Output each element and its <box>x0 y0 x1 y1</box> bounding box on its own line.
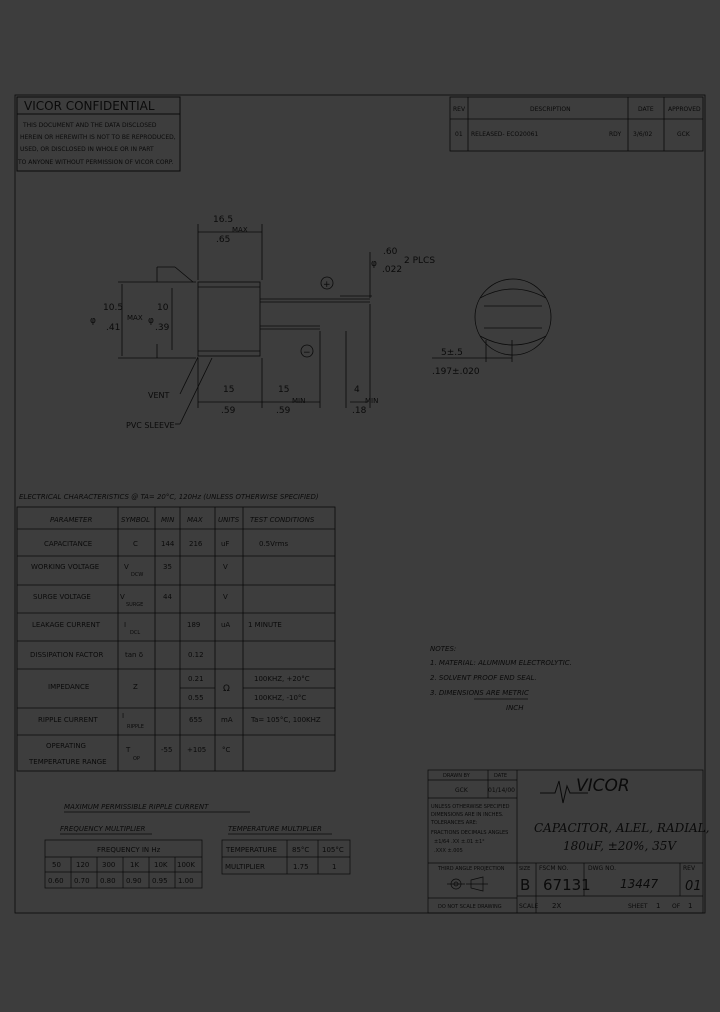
freq-value: 10K <box>154 861 168 869</box>
revision-block <box>450 97 703 151</box>
freq-mult: 0.90 <box>126 877 142 885</box>
company-logo-text: VICOR <box>576 776 630 796</box>
symbol-sub-surge-voltage: SURGE <box>126 602 144 608</box>
units-operating: °C <box>222 746 231 754</box>
ripple-title: MAXIMUM PERMISSIBLE RIPPLE CURRENT <box>64 803 209 811</box>
mult-value: 1.75 <box>293 863 309 871</box>
confidential-line: TO ANYONE WITHOUT PERMISSION OF VICOR CORP. <box>18 159 174 166</box>
note-1: 1. MATERIAL: ALUMINUM ELECTROLYTIC. <box>430 659 572 667</box>
units-leakage-current: uA <box>221 621 231 629</box>
param-dissipation: DISSIPATION FACTOR <box>30 651 104 659</box>
scale-label: SCALE <box>519 903 539 910</box>
col-test-conditions: TEST CONDITIONS <box>250 516 315 524</box>
date-header: DATE <box>638 106 654 113</box>
tolerance-line: FRACTIONS DECIMALS ANGLES <box>431 830 509 836</box>
dim-18: .18 <box>352 406 367 416</box>
dim-plcs: 2 PLCS <box>404 256 436 266</box>
confidential-notice <box>17 97 180 171</box>
param-capacitance: CAPACITANCE <box>44 540 93 548</box>
dim-15a: 15 <box>223 385 235 395</box>
min-operating: -55 <box>161 746 173 754</box>
symbol-impedance: Z <box>133 683 138 691</box>
max-dissipation: 0.12 <box>188 651 204 659</box>
units-impedance: Ω <box>223 684 230 694</box>
symbol-sub-operating: OP <box>133 756 140 762</box>
cond-leakage-current: 1 MINUTE <box>248 621 282 629</box>
max2-impedance: 0.55 <box>188 694 204 702</box>
confidential-line: USED, OR DISCLOSED IN WHOLE OR IN PART <box>20 146 154 153</box>
negative-sign: − <box>303 348 311 358</box>
dim-pitch: 5±.5 <box>441 348 463 358</box>
freq-mult-title: FREQUENCY MULTIPLIER <box>60 825 146 833</box>
cond2-impedance: 100KHZ, -10°C <box>254 694 307 702</box>
dim-max-2: MAX <box>127 314 143 322</box>
note-3: 3. DIMENSIONS ARE METRIC <box>430 689 529 697</box>
by-value: RDY <box>609 131 622 138</box>
dim-dia-inner-inch: .39 <box>155 323 170 333</box>
freq-mult: 1.00 <box>178 877 194 885</box>
dim-dia-inner: 10 <box>157 303 169 313</box>
projection-symbol-icon <box>447 877 488 891</box>
dim-4: 4 <box>354 385 360 395</box>
part-description-1: CAPACITOR, ALEL, RADIAL, <box>534 821 710 835</box>
size-value: B <box>520 876 531 894</box>
max-ripple-current: 655 <box>189 716 203 724</box>
dim-dia-outer: 10.5 <box>103 303 124 313</box>
freq-mult: 0.60 <box>48 877 64 885</box>
freq-header: FREQUENCY IN Hz <box>97 846 161 854</box>
sheet-value: 1 <box>656 902 661 910</box>
symbol-sub-ripple-current: RIPPLE <box>127 724 144 730</box>
notes-title: NOTES: <box>430 645 457 653</box>
dim-min: MIN <box>292 397 306 405</box>
sheet-label: SHEET <box>628 903 648 910</box>
tolerance-line: .XXX ±.005 <box>434 848 463 854</box>
pvc-sleeve-label: PVC SLEEVE <box>126 421 175 430</box>
size-label: SIZE <box>519 866 531 872</box>
freq-value: 120 <box>76 861 90 869</box>
vent-label: VENT <box>148 391 170 400</box>
dim-dia-outer-inch: .41 <box>106 323 121 333</box>
max-impedance: 0.21 <box>188 675 204 683</box>
tolerance-line: TOLERANCES ARE: <box>431 820 478 826</box>
dim-59a: .59 <box>221 406 236 416</box>
freq-value: 100K <box>177 861 195 869</box>
electrical-title: ELECTRICAL CHARACTERISTICS @ TA= 20°C, 120Hz (UNLESS OTHERWISE SPECIFIED) <box>19 493 319 501</box>
cond-capacitance: 0.5Vrms <box>259 540 289 548</box>
rev-value: 01 <box>685 879 702 894</box>
dim-min-2: MIN <box>365 397 379 405</box>
drawn-by-label: DRAWN BY <box>443 773 470 779</box>
param2-operating: TEMPERATURE RANGE <box>29 758 107 766</box>
symbol-surge-voltage: V <box>120 593 125 601</box>
units-capacitance: uF <box>221 540 230 548</box>
rev-label: REV <box>683 865 696 872</box>
col-symbol: SYMBOL <box>121 516 150 524</box>
symbol-operating: T <box>126 746 131 754</box>
dim-phi: φ <box>90 316 96 326</box>
min-capacitance: 144 <box>161 540 175 548</box>
units-working-voltage: V <box>223 563 228 571</box>
positive-sign: + <box>323 280 331 290</box>
temp-label: TEMPERATURE <box>226 846 277 854</box>
note-inch: INCH <box>506 704 524 712</box>
col-min: MIN <box>161 516 175 524</box>
tolerance-line: ±1/64 .XX ±.01 ±1° <box>434 839 485 845</box>
dwg-label: DWG NO. <box>588 865 616 872</box>
note-2: 2. SOLVENT PROOF END SEAL. <box>430 674 537 682</box>
confidential-line: HEREIN OR HEREWITH IS NOT TO BE REPRODUCED, <box>20 134 176 141</box>
tolerance-line: DIMENSIONS ARE IN INCHES. <box>431 812 504 818</box>
dwg-value: 13447 <box>620 877 659 891</box>
symbol-ripple-current: I <box>122 712 125 720</box>
confidential-title: VICOR CONFIDENTIAL <box>24 99 155 113</box>
param-leakage-current: LEAKAGE CURRENT <box>32 621 100 629</box>
max-leakage-current: 189 <box>187 621 201 629</box>
temp-value: 85°C <box>292 846 310 854</box>
symbol-leakage-current: I <box>124 621 127 629</box>
symbol-sub-leakage-current: DCL <box>130 630 141 636</box>
dim-phi-2: φ <box>148 316 154 326</box>
drawn-by-value: GCK <box>455 787 468 794</box>
dim-lead-dia-inch: .022 <box>382 265 403 275</box>
of-label: OF <box>672 903 681 910</box>
part-description-2: 180uF, ±20%, 35V <box>563 839 677 853</box>
symbol-capacitance: C <box>133 540 138 548</box>
symbol-dissipation: tan δ <box>125 651 143 659</box>
freq-mult: 0.80 <box>100 877 116 885</box>
approved-value: GCK <box>677 131 690 138</box>
scale-value: 2X <box>552 902 562 910</box>
mult-label: MULTIPLIER <box>225 863 265 871</box>
cond-impedance: 100KHZ, +20°C <box>254 675 310 683</box>
dim-length-inch: .65 <box>216 235 231 245</box>
dim-length: 16.5 <box>213 215 234 225</box>
approved-header: APPROVED <box>668 106 701 113</box>
description-header: DESCRIPTION <box>530 106 571 113</box>
drawn-date-value: 01/14/00 <box>488 787 515 794</box>
fscm-label: FSCM NO. <box>539 865 569 872</box>
confidential-line: THIS DOCUMENT AND THE DATA DISCLOSED <box>23 122 157 129</box>
date-value: 3/6/02 <box>633 131 653 138</box>
mult-value: 1 <box>332 863 337 871</box>
date-label: DATE <box>494 773 508 779</box>
rev-value: 01 <box>455 131 463 138</box>
col-units: UNITS <box>218 516 240 524</box>
dim-pitch-inch: .197±.020 <box>432 367 480 377</box>
fscm-value: 67131 <box>543 876 591 894</box>
freq-value: 300 <box>102 861 116 869</box>
dim-max: MAX <box>232 226 248 234</box>
freq-value: 1K <box>130 861 140 869</box>
param-surge-voltage: SURGE VOLTAGE <box>33 593 91 601</box>
max-capacitance: 216 <box>189 540 203 548</box>
rev-header: REV <box>453 106 466 113</box>
cond-ripple-current: Ta= 105°C, 100KHZ <box>251 716 321 724</box>
do-not-scale: DO NOT SCALE DRAWING <box>438 904 502 910</box>
units-ripple-current: mA <box>221 716 233 724</box>
capacitor-body <box>198 282 260 356</box>
description-value: RELEASED- ECO20061 <box>471 131 539 138</box>
tolerance-line: UNLESS OTHERWISE SPECIFIED <box>431 804 510 810</box>
freq-mult: 0.70 <box>74 877 90 885</box>
dim-lead-dia: .60 <box>383 247 398 257</box>
dim-15b: 15 <box>278 385 290 395</box>
max-operating: +105 <box>187 746 207 754</box>
dim-phi-3: φ <box>371 259 377 269</box>
col-parameter: PARAMETER <box>50 516 93 524</box>
min-surge-voltage: 44 <box>163 593 172 601</box>
param-ripple-current: RIPPLE CURRENT <box>38 716 98 724</box>
dim-59b: .59 <box>276 406 291 416</box>
symbol-sub-working-voltage: DCW <box>131 572 144 578</box>
freq-mult: 0.95 <box>152 877 168 885</box>
temp-value: 105°C <box>322 846 344 854</box>
col-max: MAX <box>187 516 203 524</box>
param-working-voltage: WORKING VOLTAGE <box>31 563 100 571</box>
param-operating: OPERATING <box>46 742 86 750</box>
units-surge-voltage: V <box>223 593 228 601</box>
of-value: 1 <box>688 902 693 910</box>
param-impedance: IMPEDANCE <box>48 683 90 691</box>
temp-mult-title: TEMPERATURE MULTIPLIER <box>228 825 322 833</box>
projection-label: THIRD ANGLE PROJECTION <box>438 866 505 872</box>
freq-value: 50 <box>52 861 61 869</box>
symbol-working-voltage: V <box>124 563 129 571</box>
min-working-voltage: 35 <box>163 563 172 571</box>
